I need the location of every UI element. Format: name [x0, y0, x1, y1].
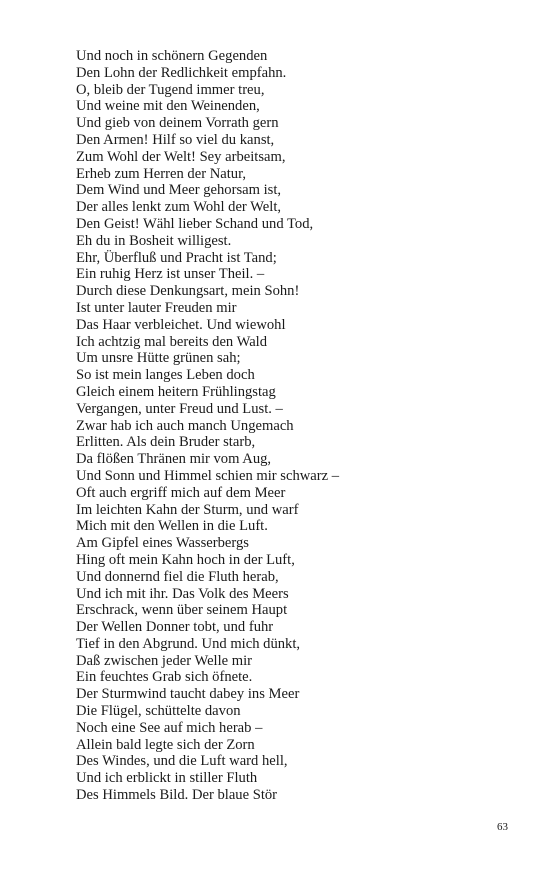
poem-line: Am Gipfel eines Wasserbergs — [76, 535, 249, 552]
poem-line: Eh du in Bosheit willigest. — [76, 232, 232, 249]
poem-line: Noch eine See auf mich herab – — [76, 719, 263, 736]
poem-line: Dem Wind und Meer gehorsam ist, — [76, 182, 282, 199]
poem-line: So ist mein langes Leben doch — [76, 367, 255, 384]
poem-line: Oft auch ergriff mich auf dem Meer — [76, 484, 286, 501]
poem-line: Des Windes, und die Luft ward hell, — [76, 753, 288, 770]
poem-line: Mich mit den Wellen in die Luft. — [76, 518, 268, 535]
poem-line: Da flößen Thränen mir vom Aug, — [76, 451, 272, 468]
poem-line: Des Himmels Bild. Der blaue Stör — [76, 787, 278, 804]
poem-line: Das Haar verbleichet. Und wiewohl — [76, 316, 286, 333]
poem-line: Erheb zum Herren der Natur, — [76, 165, 247, 182]
poem-line: Der alles lenkt zum Wohl der Welt, — [76, 199, 282, 216]
poem-line: Tief in den Abgrund. Und mich dünkt, — [76, 635, 301, 652]
poem-line: Erlitten. Als dein Bruder starb, — [76, 434, 256, 451]
poem-line: Ein feuchtes Grab sich öfnete. — [76, 669, 253, 686]
poem-text — [76, 48, 516, 804]
poem-line: Und donnernd fiel die Fluth herab, — [76, 568, 279, 585]
poem-line: Ehr, Überfluß und Pracht ist Tand; — [76, 249, 277, 266]
poem-line: Der Wellen Donner tobt, und fuhr — [76, 619, 274, 636]
poem-line: Gleich einem heitern Frühlingstag — [76, 383, 276, 400]
poem-line: Allein bald legte sich der Zorn — [76, 736, 255, 753]
poem-line: Die Flügel, schüttelte davon — [76, 703, 241, 720]
poem-line: Im leichten Kahn der Sturm, und warf — [76, 501, 299, 518]
poem-line: Der Sturmwind taucht dabey ins Meer — [76, 686, 300, 703]
poem-line: Ich achtzig mal bereits den Wald — [76, 333, 268, 350]
poem-line: Durch diese Denkungsart, mein Sohn! — [76, 283, 300, 300]
poem-line: Ist unter lauter Freuden mir — [76, 299, 237, 316]
poem-line: Den Armen! Hilf so viel du kanst, — [76, 131, 275, 148]
poem-line: Erschrack, wenn über seinem Haupt — [76, 602, 288, 619]
poem-line: Und ich erblickt in stiller Fluth — [76, 770, 258, 787]
poem-line: Den Geist! Wähl lieber Schand und Tod, — [76, 215, 314, 232]
poem-line: Und Sonn und Himmel schien mir schwarz – — [76, 467, 340, 484]
poem-line: Und weine mit den Weinenden, — [76, 98, 260, 115]
poem-line: Den Lohn der Redlichkeit empfahn. — [76, 64, 287, 81]
poem-line: Daß zwischen jeder Welle mir — [76, 652, 253, 669]
poem-line: O, bleib der Tugend immer treu, — [76, 81, 265, 98]
poem-line: Um unsre Hütte grünen sah; — [76, 350, 241, 367]
poem-line: Zum Wohl der Welt! Sey arbeitsam, — [76, 148, 286, 165]
poem-line: Und noch in schönern Gegenden — [76, 48, 268, 64]
poem-line: Ein ruhig Herz ist unser Theil. – — [76, 266, 265, 283]
poem-line: Und ich mit ihr. Das Volk des Meers — [76, 585, 289, 602]
page-number: 63 — [497, 821, 508, 833]
poem-line: Zwar hab ich auch manch Ungemach — [76, 417, 294, 434]
poem-line: Vergangen, unter Freud und Lust. – — [76, 400, 283, 417]
poem-line: Und gieb von deinem Vorrath gern — [76, 115, 279, 132]
poem-line: Hing oft mein Kahn hoch in der Luft, — [76, 551, 295, 568]
